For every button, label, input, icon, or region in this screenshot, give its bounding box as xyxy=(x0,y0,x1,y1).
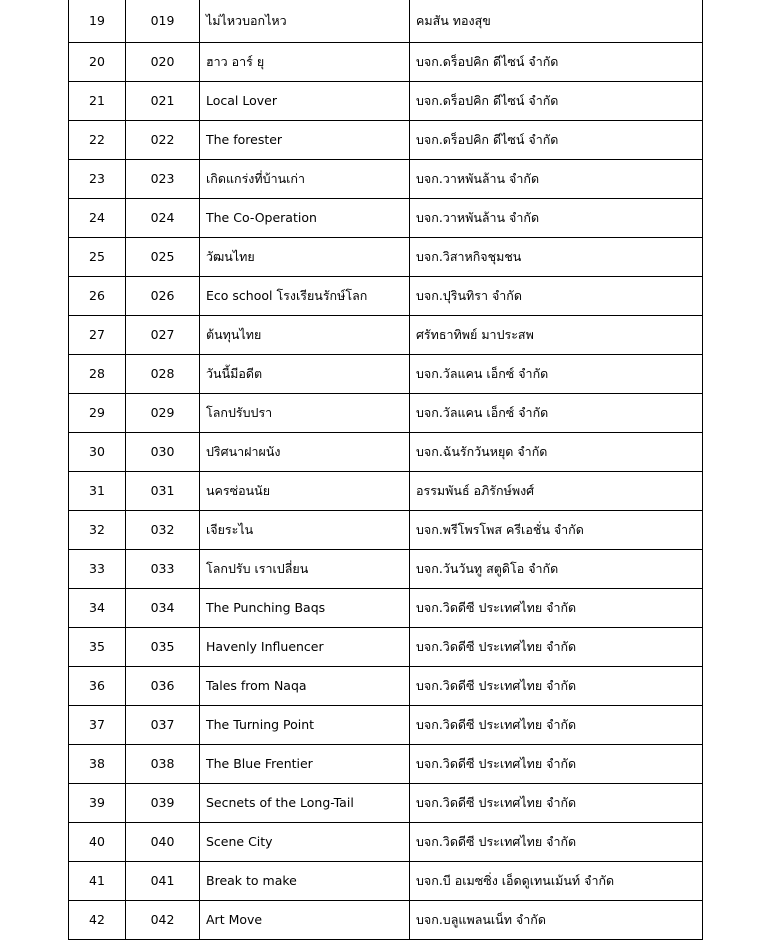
program-title-cell: ปริศนาฝาผนัง xyxy=(200,433,410,472)
program-title-cell: วัฒนไทย xyxy=(200,238,410,277)
row-number-cell: 35 xyxy=(69,628,126,667)
code-cell: 037 xyxy=(126,706,200,745)
code-cell: 036 xyxy=(126,667,200,706)
code-cell: 024 xyxy=(126,199,200,238)
row-number-cell: 23 xyxy=(69,160,126,199)
program-table xyxy=(68,0,703,940)
producer-cell: บจก.วิดดีซี ประเทศไทย จำกัด xyxy=(410,667,703,706)
producer-cell: บจก.บี อเมซซิ่ง เอ็ดดูเทนเม้นท์ จำกัด xyxy=(410,862,703,901)
producer-cell: บจก.วิดดีซี ประเทศไทย จำกัด xyxy=(410,745,703,784)
producer-cell: บจก.ปุรินทิรา จำกัด xyxy=(410,277,703,316)
producer-cell: บจก.วิดดีซี ประเทศไทย จำกัด xyxy=(410,628,703,667)
code-cell: 027 xyxy=(126,316,200,355)
producer-cell: บจก.วิดดีซี ประเทศไทย จำกัด xyxy=(410,784,703,823)
producer-cell: บจก.วาหพันล้าน จำกัด xyxy=(410,160,703,199)
program-table-body xyxy=(69,0,703,940)
program-title-cell: ไม่ไหวบอกไหว xyxy=(200,0,410,43)
row-number-cell: 33 xyxy=(69,550,126,589)
code-cell: 034 xyxy=(126,589,200,628)
program-title-cell: Havenly Influencer xyxy=(200,628,410,667)
table-row xyxy=(69,433,703,472)
row-number-cell: 38 xyxy=(69,745,126,784)
producer-cell: บจก.ดร็อปคิก ดีไซน์ จำกัด xyxy=(410,43,703,82)
program-title-cell: The Punching Baqs xyxy=(200,589,410,628)
producer-cell: บจก.พรีโพรโพส ครีเอชั่น จำกัด xyxy=(410,511,703,550)
row-number-cell: 21 xyxy=(69,82,126,121)
table-row xyxy=(69,862,703,901)
program-title-cell: โลกปรับปรา xyxy=(200,394,410,433)
producer-cell: บจก.บลูแพลนเน็ท จำกัด xyxy=(410,901,703,940)
row-number-cell: 26 xyxy=(69,277,126,316)
table-row xyxy=(69,589,703,628)
program-title-cell: Tales from Naqa xyxy=(200,667,410,706)
table-row xyxy=(69,706,703,745)
producer-cell: บจก.วาหพันล้าน จำกัด xyxy=(410,199,703,238)
row-number-cell: 41 xyxy=(69,862,126,901)
code-cell: 021 xyxy=(126,82,200,121)
code-cell: 032 xyxy=(126,511,200,550)
row-number-cell: 32 xyxy=(69,511,126,550)
program-title-cell: The forester xyxy=(200,121,410,160)
producer-cell: บจก.วัลแคน เอ็กซ์ จำกัด xyxy=(410,355,703,394)
table-row xyxy=(69,355,703,394)
program-title-cell: เกิดแกร่งที่บ้านเก่า xyxy=(200,160,410,199)
code-cell: 019 xyxy=(126,0,200,43)
table-row xyxy=(69,199,703,238)
table-row xyxy=(69,160,703,199)
row-number-cell: 42 xyxy=(69,901,126,940)
row-number-cell: 24 xyxy=(69,199,126,238)
program-title-cell: เจียระไน xyxy=(200,511,410,550)
producer-cell: บจก.วิสาหกิจชุมชน xyxy=(410,238,703,277)
row-number-cell: 31 xyxy=(69,472,126,511)
table-row xyxy=(69,82,703,121)
row-number-cell: 30 xyxy=(69,433,126,472)
producer-cell: บจก.วิดดีซี ประเทศไทย จำกัด xyxy=(410,589,703,628)
row-number-cell: 37 xyxy=(69,706,126,745)
program-title-cell: Art Move xyxy=(200,901,410,940)
producer-cell: บจก.ดร็อปคิก ดีไซน์ จำกัด xyxy=(410,82,703,121)
producer-cell: บจก.วิดดีซี ประเทศไทย จำกัด xyxy=(410,823,703,862)
row-number-cell: 28 xyxy=(69,355,126,394)
producer-cell: อรรมพันธ์ อภิรักษ์พงศ์ xyxy=(410,472,703,511)
row-number-cell: 39 xyxy=(69,784,126,823)
table-row xyxy=(69,277,703,316)
program-title-cell: Eco school โรงเรียนรักษ์โลก xyxy=(200,277,410,316)
code-cell: 038 xyxy=(126,745,200,784)
row-number-cell: 34 xyxy=(69,589,126,628)
table-row xyxy=(69,667,703,706)
program-title-cell: ต้นทุนไทย xyxy=(200,316,410,355)
row-number-cell: 40 xyxy=(69,823,126,862)
code-cell: 040 xyxy=(126,823,200,862)
row-number-cell: 22 xyxy=(69,121,126,160)
code-cell: 026 xyxy=(126,277,200,316)
program-title-cell: Secnets of the Long-Tail xyxy=(200,784,410,823)
program-title-cell: The Turning Point xyxy=(200,706,410,745)
producer-cell: บจก.วัลแคน เอ็กซ์ จำกัด xyxy=(410,394,703,433)
program-title-cell: โลกปรับ เราเปลี่ยน xyxy=(200,550,410,589)
code-cell: 022 xyxy=(126,121,200,160)
producer-cell: บจก.ฉันรักวันหยุด จำกัด xyxy=(410,433,703,472)
code-cell: 030 xyxy=(126,433,200,472)
code-cell: 033 xyxy=(126,550,200,589)
producer-cell: บจก.ดร็อปคิก ดีไซน์ จำกัด xyxy=(410,121,703,160)
table-row xyxy=(69,316,703,355)
code-cell: 028 xyxy=(126,355,200,394)
producer-cell: ศรัทธาทิพย์ มาประสพ xyxy=(410,316,703,355)
program-title-cell: Break to make xyxy=(200,862,410,901)
program-title-cell: The Blue Frentier xyxy=(200,745,410,784)
table-row xyxy=(69,784,703,823)
row-number-cell: 19 xyxy=(69,0,126,43)
program-title-cell: ฮาว อาร์ ยุ xyxy=(200,43,410,82)
row-number-cell: 29 xyxy=(69,394,126,433)
table-row xyxy=(69,550,703,589)
producer-cell: บจก.วิดดีซี ประเทศไทย จำกัด xyxy=(410,706,703,745)
row-number-cell: 20 xyxy=(69,43,126,82)
code-cell: 041 xyxy=(126,862,200,901)
table-row xyxy=(69,472,703,511)
row-number-cell: 25 xyxy=(69,238,126,277)
program-title-cell: นครซ่อนนัย xyxy=(200,472,410,511)
code-cell: 042 xyxy=(126,901,200,940)
producer-cell: บจก.วันวันทู สตูดิโอ จำกัด xyxy=(410,550,703,589)
program-title-cell: The Co-Operation xyxy=(200,199,410,238)
code-cell: 023 xyxy=(126,160,200,199)
code-cell: 031 xyxy=(126,472,200,511)
table-row xyxy=(69,394,703,433)
table-row xyxy=(69,238,703,277)
table-row xyxy=(69,901,703,940)
program-table-container xyxy=(68,0,702,940)
table-row xyxy=(69,511,703,550)
table-row xyxy=(69,0,703,43)
row-number-cell: 27 xyxy=(69,316,126,355)
table-row xyxy=(69,823,703,862)
code-cell: 020 xyxy=(126,43,200,82)
table-row xyxy=(69,43,703,82)
program-title-cell: วันนี้มีอดีต xyxy=(200,355,410,394)
code-cell: 029 xyxy=(126,394,200,433)
program-title-cell: Local Lover xyxy=(200,82,410,121)
table-row xyxy=(69,628,703,667)
producer-cell: คมสัน ทองสุข xyxy=(410,0,703,43)
row-number-cell: 36 xyxy=(69,667,126,706)
program-title-cell: Scene City xyxy=(200,823,410,862)
code-cell: 039 xyxy=(126,784,200,823)
table-row xyxy=(69,121,703,160)
code-cell: 025 xyxy=(126,238,200,277)
table-row xyxy=(69,745,703,784)
code-cell: 035 xyxy=(126,628,200,667)
